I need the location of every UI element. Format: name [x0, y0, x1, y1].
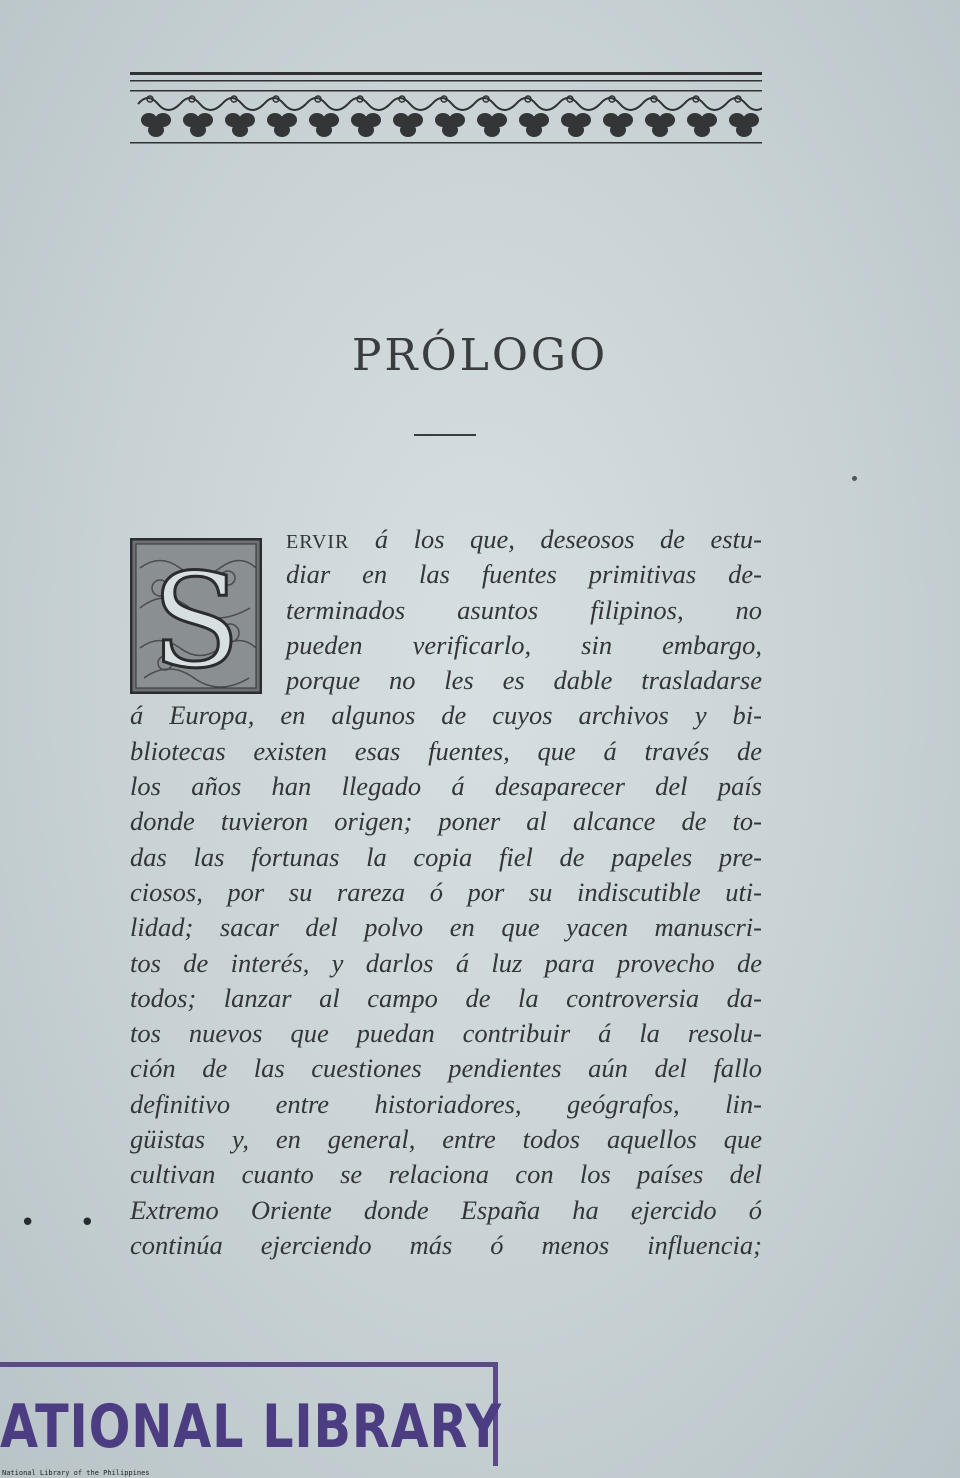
- vine-scroll: [138, 98, 180, 110]
- leaf-cluster: [351, 113, 381, 137]
- stray-mark: [852, 476, 857, 481]
- vine-scroll: [222, 98, 264, 110]
- text-line: tos nuevos que puedan contribuir á la resolu-: [130, 1018, 762, 1049]
- vine-scroll: [390, 98, 432, 110]
- text-line: continúa ejerciendo más ó menos influencia;: [130, 1229, 762, 1260]
- text-line: Extremo Oriente donde España ha ejercido ó: [130, 1194, 762, 1225]
- text-line: pueden verificarlo, sin embargo,: [286, 629, 762, 660]
- leaf-cluster: [603, 113, 633, 137]
- text-line: porque no les es dable trasladarse: [286, 665, 762, 696]
- text-line: bliotecas existen esas fuentes, que á través de: [130, 735, 762, 766]
- text-line: lidad; sacar del polvo en que yacen manuscri-: [130, 912, 762, 943]
- page-title: PRÓLOGO: [351, 330, 609, 381]
- leaf-cluster: [477, 113, 507, 137]
- text-line: tos de interés, y darlos á luz para provecho de: [130, 947, 762, 978]
- text-line: güistas y, en general, entre todos aquellos que: [130, 1124, 762, 1155]
- text-line: ERVIR á los que, deseosos de estu-: [286, 524, 762, 554]
- text-line: das las fortunas la copia fiel de papeles pre-: [130, 841, 762, 872]
- vine-scroll: [642, 98, 684, 110]
- leaf-cluster: [645, 113, 675, 137]
- leaf-cluster: [687, 113, 717, 137]
- leaf-cluster: [267, 113, 297, 137]
- first-word: ERVIR: [286, 531, 350, 553]
- text-line: ción de las cuestiones pendientes aún del fallo: [130, 1053, 762, 1084]
- text-line: diar en las fuentes primitivas de-: [286, 559, 762, 590]
- text-line: todos; lanzar al campo de la controversia da-: [130, 982, 762, 1013]
- leaf-cluster: [393, 113, 423, 137]
- vine-scroll: [432, 98, 474, 110]
- vine-scroll: [348, 98, 390, 110]
- leaf-cluster: [519, 113, 549, 137]
- text-line: ciosos, por su rareza ó por su indiscutible uti-: [130, 876, 762, 907]
- leaf-cluster: [309, 113, 339, 137]
- drop-cap-letter: S: [151, 545, 241, 694]
- text-line: los años han llegado á desaparecer del país: [130, 771, 762, 802]
- header-ornament: [130, 68, 762, 148]
- vine-scroll: [180, 98, 222, 110]
- margin-mark: • •: [20, 1208, 113, 1238]
- vine-scroll: [264, 98, 306, 110]
- text-line: á Europa, en algunos de cuyos archivos y bi-: [130, 700, 762, 731]
- leaf-cluster: [141, 113, 171, 137]
- text-line: cultivan cuanto se relaciona con los países del: [130, 1159, 762, 1190]
- body-text: [130, 522, 762, 1263]
- text-line: definitivo entre historiadores, geógrafos, lin-: [130, 1088, 762, 1119]
- leaf-cluster: [729, 113, 759, 137]
- text-line: donde tuvieron origen; poner al alcance de to-: [130, 806, 762, 837]
- vine-scroll: [684, 98, 726, 110]
- vine-scroll: [306, 98, 348, 110]
- vine-scroll: [600, 98, 642, 110]
- vine-scroll: [474, 98, 516, 110]
- footer-credit: National Library of the Philippines: [2, 1469, 150, 1477]
- leaf-cluster: [225, 113, 255, 137]
- leaf-cluster: [561, 113, 591, 137]
- vine-scroll: [726, 98, 762, 110]
- leaf-cluster: [183, 113, 213, 137]
- library-stamp-text: ATIONAL LIBRARY: [0, 1392, 502, 1462]
- text-line: terminados asuntos filipinos, no: [286, 594, 762, 625]
- leaf-cluster: [435, 113, 465, 137]
- vine-scroll: [516, 98, 558, 110]
- title-divider: [414, 434, 476, 436]
- vine-scroll: [558, 98, 600, 110]
